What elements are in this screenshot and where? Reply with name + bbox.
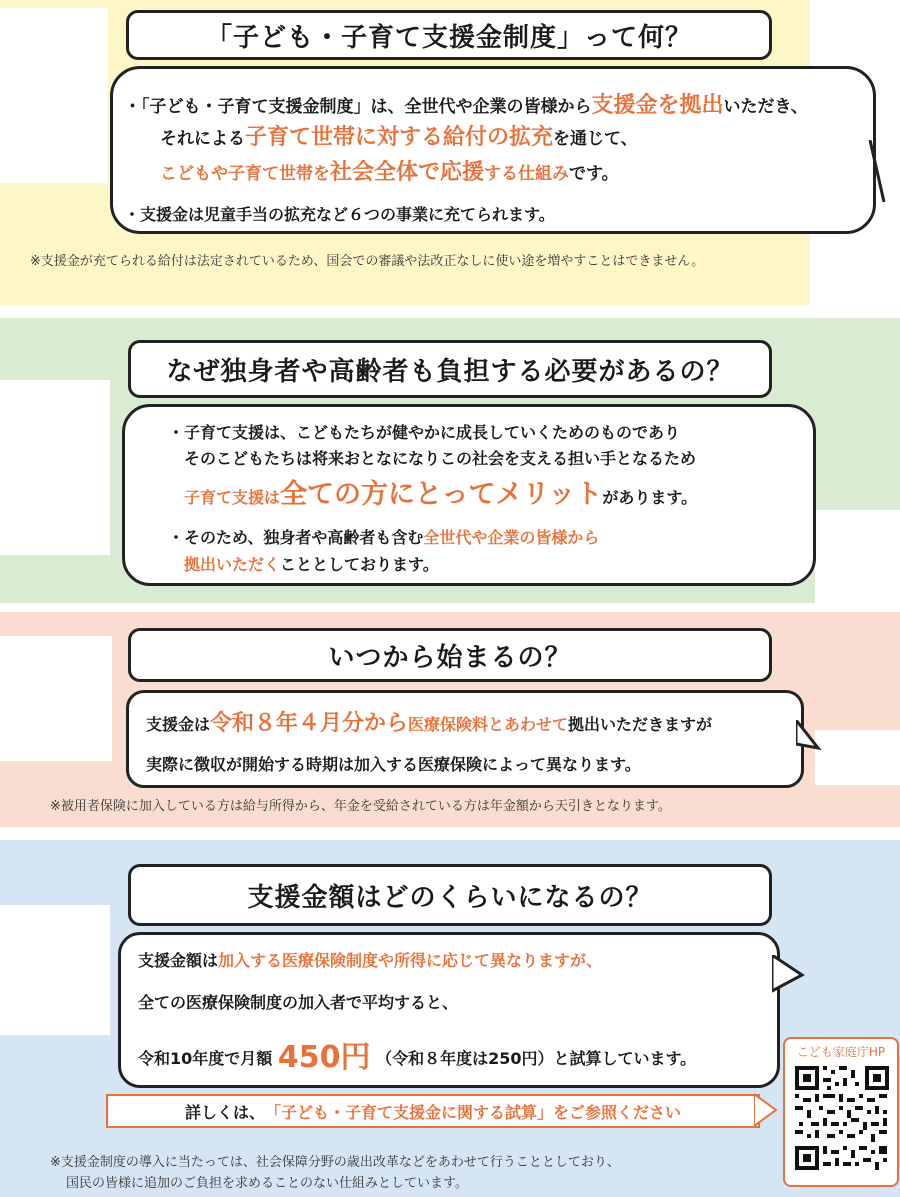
section-4-white-patch: [0, 905, 110, 1035]
section-3-white-patch: [0, 636, 112, 761]
s4-note-1: ※支援金制度の導入に当たっては、社会保障分野の歳出改革などをあわせて行うこととしており、: [50, 1155, 620, 1170]
section-3-white-patch-right: [815, 730, 900, 785]
section-2-white-patch: [0, 380, 110, 555]
s1-line-2: それによる子育て世帯に対する給付の拡充を通じて、: [160, 125, 638, 150]
details-link-banner[interactable]: [106, 1094, 760, 1128]
section-3-title: いつから始まるの？: [128, 628, 772, 682]
details-link-title: 「子ども・子育て支援金に関する試算」をご参照ください: [265, 1102, 682, 1122]
s4-line-3: 令和10年度で月額 450円 （令和８年度は250円）と試算しています。: [138, 1040, 697, 1075]
qr-code-label: こども家庭庁HP: [796, 1045, 886, 1059]
s4-note-2: 国民の皆様に追加のご負担を求めることのない仕組みとしています。: [66, 1176, 468, 1191]
details-link-prefix: 詳しくは、: [184, 1102, 265, 1122]
section-4-box-tail: [772, 955, 812, 1005]
section-1-white-patch: [0, 8, 108, 183]
section-3-box-tail: [796, 720, 826, 760]
s3-note: ※被用者保険に加入している方は給与所得から、年金を受給されている方は年金額から天引きとなります。: [50, 799, 671, 814]
details-link-arrow: [754, 1092, 780, 1128]
s1-line-4: ・支援金は児童手当の拡充など６つの事業に充てられます。: [124, 205, 555, 224]
section-1-title: 「子ども・子育て支援金制度」って何？: [126, 10, 772, 60]
s2-line-1: ・子育て支援は、こどもたちが健やかに成長していくためのものであり: [168, 423, 681, 442]
s4-line-1: 支援金額は加入する医療保険制度や所得に応じて異なりますが、: [138, 951, 603, 970]
s4-line-2: 全ての医療保険制度の加入者で平均すると、: [138, 993, 459, 1012]
s2-line-5: 拠出いただくこととしております。: [184, 555, 439, 574]
qr-code-icon[interactable]: [793, 1064, 891, 1172]
section-2-white-patch-right: [815, 510, 900, 603]
section-1-box-tail: [852, 140, 892, 210]
s1-line-3: こどもや子育て世帯を社会全体で応援する仕組みです。: [160, 160, 619, 185]
section-4-title: 支援金額はどのくらいになるの？: [128, 864, 772, 926]
section-2-title: なぜ独身者や高齢者も負担する必要があるの？: [128, 340, 772, 398]
s2-line-4: ・そのため、独身者や高齢者も含む全世代や企業の皆様から: [168, 528, 600, 547]
s1-line-1: ・「子ども・子育て支援金制度」は、全世代や企業の皆様から支援金を拠出いただき、: [124, 93, 808, 118]
s2-line-2: そのこどもたちは将来おとなになりこの社会を支える担い手となるため: [184, 449, 697, 468]
s2-line-3: 子育て支援は全ての方にとってメリットがあります。: [184, 479, 698, 510]
s3-line-1: 支援金は令和８年４月分から医療保険料とあわせて拠出いただきますが: [146, 711, 713, 736]
s3-line-2: 実際に徴収が開始する時期は加入する医療保険によって異なります。: [146, 755, 641, 774]
s1-note: ※支援金が充てられる給付は法定されているため、国会での審議や法改正なしに使い途を増やすことはできません。: [30, 254, 705, 269]
